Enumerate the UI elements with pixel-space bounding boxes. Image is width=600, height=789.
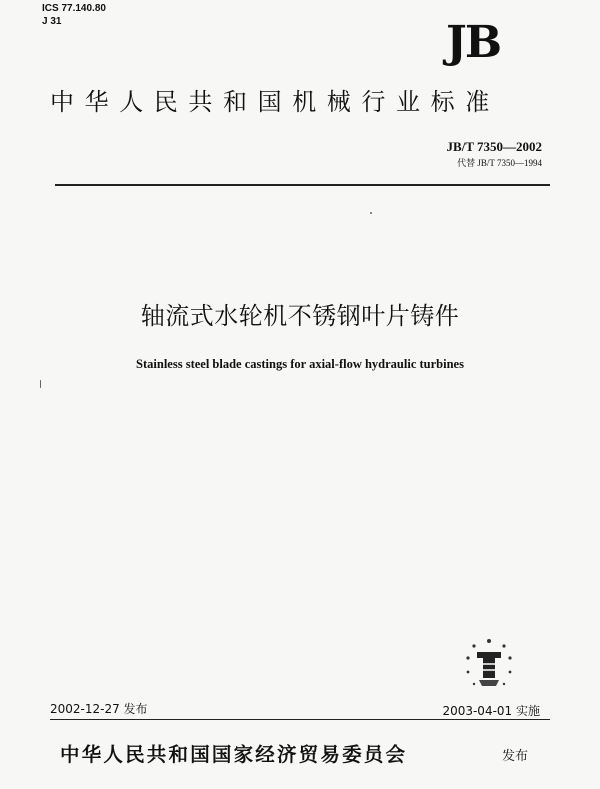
publisher-suffix: 发布 bbox=[502, 749, 529, 764]
scan-mark bbox=[370, 212, 372, 214]
category-code: J 31 bbox=[42, 16, 62, 27]
implementation-date: 2003-04-01 实施 bbox=[442, 704, 540, 718]
standard-number: JB/T 7350—2002 bbox=[446, 139, 542, 154]
header-divider bbox=[55, 184, 550, 186]
replaces-standard: 代替 JB/T 7350—1994 bbox=[457, 158, 542, 168]
issue-date: 2002-12-27 发布 bbox=[50, 702, 148, 716]
ics-code: ICS 77.140.80 bbox=[42, 3, 106, 14]
publisher-name: 中华人民共和国国家经济贸易委员会 bbox=[60, 743, 408, 766]
document-title-chinese: 轴流式水轮机不锈钢叶片铸件 bbox=[140, 302, 460, 330]
scan-mark bbox=[40, 380, 41, 388]
jb-logo: JB bbox=[446, 17, 501, 68]
footer-divider bbox=[50, 719, 550, 720]
emblem-icon bbox=[460, 636, 518, 694]
industry-standard-heading: 中华人民共和国机械行业标准 bbox=[50, 88, 500, 116]
document-title-english: Stainless steel blade castings for axial-flow hydraulic turbines bbox=[136, 357, 464, 371]
